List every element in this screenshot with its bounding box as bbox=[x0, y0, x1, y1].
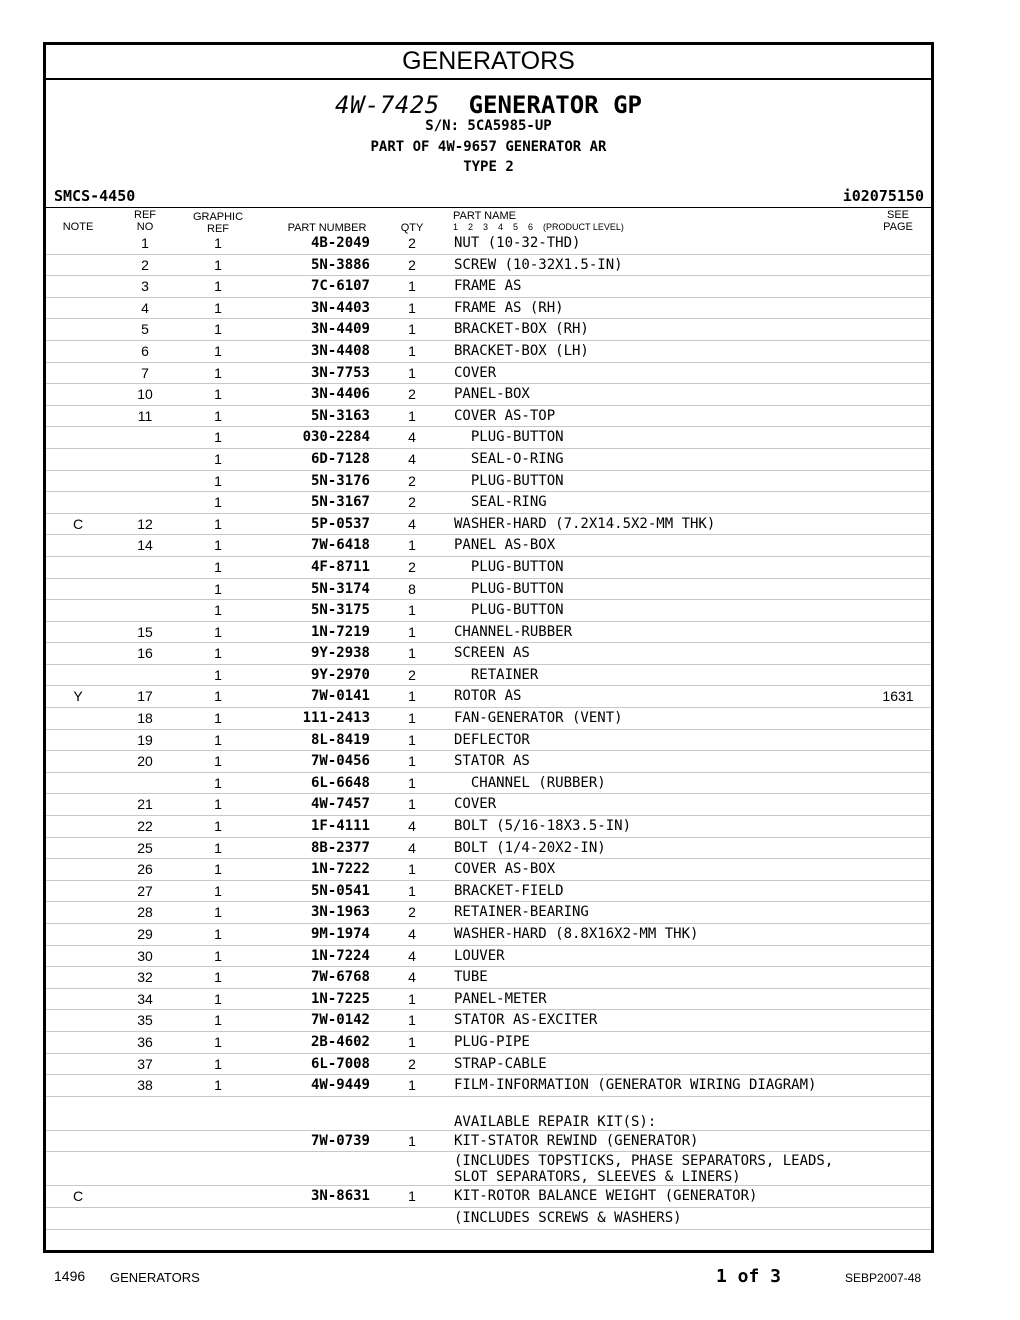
part-number-cell: 5N-3163 bbox=[310, 407, 370, 424]
qty-cell: 1 bbox=[408, 299, 416, 316]
table-row bbox=[46, 427, 931, 449]
part-name-cell: PLUG-BUTTON bbox=[454, 580, 564, 597]
graphic-ref-cell: 1 bbox=[214, 580, 222, 597]
part-number-cell: 5N-3174 bbox=[310, 580, 370, 597]
col-graphic-ref bbox=[186, 211, 250, 235]
ref-no-cell: 6 bbox=[141, 342, 149, 359]
part-number-cell: 1N-7222 bbox=[310, 861, 370, 878]
part-name-cell: SEAL-RING bbox=[454, 494, 547, 511]
graphic-ref-cell: 1 bbox=[214, 666, 222, 683]
graphic-ref-cell: 1 bbox=[214, 515, 222, 532]
graphic-ref-cell: 1 bbox=[214, 1077, 222, 1094]
graphic-ref-cell: 1 bbox=[214, 882, 222, 899]
table-row bbox=[46, 686, 931, 708]
qty-cell: 4 bbox=[408, 926, 416, 942]
table-row bbox=[46, 449, 931, 471]
table-row bbox=[46, 1010, 931, 1032]
qty-cell: 4 bbox=[408, 839, 416, 856]
page-frame bbox=[43, 42, 934, 1253]
assembly-name: GENERATOR GP bbox=[468, 91, 642, 119]
table-row bbox=[46, 255, 931, 277]
part-number-cell: 4F-8711 bbox=[310, 558, 370, 575]
ref-no-cell: 15 bbox=[137, 623, 153, 640]
part-number-cell: 1N-7224 bbox=[310, 947, 370, 964]
graphic-ref-cell: 1 bbox=[214, 558, 222, 575]
part-name-cell: (INCLUDES TOPSTICKS, PHASE SEPARATORS, LEADS, SLOT SEPARATORS, SLEEVES & LINERS) bbox=[454, 1153, 834, 1186]
qty-cell: 1 bbox=[408, 796, 416, 813]
part-number-cell: 5N-3176 bbox=[310, 472, 370, 489]
part-name-cell: COVER AS-TOP bbox=[454, 407, 556, 424]
table-row bbox=[46, 622, 931, 644]
qty-cell: 1 bbox=[408, 753, 416, 770]
col-note: NOTE bbox=[62, 221, 94, 233]
part-name-cell: FILM-INFORMATION (GENERATOR WIRING DIAGRAM) bbox=[454, 1077, 817, 1094]
qty-cell: 4 bbox=[408, 429, 416, 446]
table-row bbox=[46, 751, 931, 773]
part-number-cell: 3N-7753 bbox=[310, 364, 370, 381]
graphic-ref-cell: 1 bbox=[214, 1055, 222, 1072]
part-name-cell: CHANNEL (RUBBER) bbox=[454, 774, 606, 791]
ref-no-cell: 5 bbox=[141, 321, 149, 338]
part-name-cell: (INCLUDES SCREWS & WASHERS) bbox=[454, 1209, 682, 1226]
table-row bbox=[46, 1131, 931, 1153]
part-number-cell: 7W-0141 bbox=[310, 688, 370, 705]
part-name-cell: LOUVER bbox=[454, 947, 505, 964]
table-row bbox=[46, 902, 931, 924]
table-row bbox=[46, 1097, 931, 1131]
part-name-cell: SCREEN AS bbox=[454, 645, 530, 662]
table-row bbox=[46, 816, 931, 838]
part-number-cell: 3N-4403 bbox=[310, 299, 370, 316]
part-number-cell: 3N-1963 bbox=[310, 904, 370, 921]
part-name-cell: SEAL-O-RING bbox=[454, 450, 564, 467]
graphic-ref-cell: 1 bbox=[214, 990, 222, 1007]
ref-no-cell: 7 bbox=[141, 364, 149, 381]
table-row bbox=[46, 924, 931, 946]
part-name-cell: COVER AS-BOX bbox=[454, 861, 556, 878]
part-number-cell: 3N-8631 bbox=[310, 1188, 370, 1205]
ref-no-cell: 18 bbox=[137, 710, 153, 727]
part-number-cell: 8L-8419 bbox=[310, 731, 370, 748]
table-row bbox=[46, 859, 931, 881]
qty-cell: 2 bbox=[408, 472, 416, 489]
qty-cell: 1 bbox=[408, 407, 416, 424]
graphic-ref-cell: 1 bbox=[214, 235, 222, 251]
part-name-cell: SCREW (10-32X1.5-IN) bbox=[454, 256, 623, 273]
part-name-cell: FAN-GENERATOR (VENT) bbox=[454, 710, 623, 727]
graphic-ref-cell: 1 bbox=[214, 839, 222, 856]
qty-cell: 1 bbox=[408, 1132, 416, 1149]
col-see-page-line1: SEE bbox=[886, 209, 909, 221]
ref-no-cell: 28 bbox=[137, 904, 153, 921]
qty-cell: 1 bbox=[408, 861, 416, 878]
part-name-cell: PANEL AS-BOX bbox=[454, 537, 556, 554]
ref-no-cell: 30 bbox=[137, 947, 153, 964]
part-name-cell: WASHER-HARD (8.8X16X2-MM THK) bbox=[454, 926, 699, 942]
graphic-ref-cell: 1 bbox=[214, 1012, 222, 1029]
part-name-cell: BRACKET-BOX (LH) bbox=[454, 342, 589, 359]
part-number-cell: 4B-2049 bbox=[310, 235, 370, 251]
qty-cell: 4 bbox=[408, 969, 416, 986]
graphic-ref-cell: 1 bbox=[214, 342, 222, 359]
ref-no-cell: 1 bbox=[141, 235, 149, 251]
qty-cell: 2 bbox=[408, 1055, 416, 1072]
qty-cell: 1 bbox=[408, 364, 416, 381]
qty-cell: 1 bbox=[408, 688, 416, 705]
part-number-cell: 2B-4602 bbox=[310, 1033, 370, 1050]
ref-no-cell: 27 bbox=[137, 882, 153, 899]
col-part-number: PART NUMBER bbox=[287, 222, 367, 234]
graphic-ref-cell: 1 bbox=[214, 494, 222, 511]
ref-no-cell: 14 bbox=[137, 537, 153, 554]
part-number-cell: 7C-6107 bbox=[310, 278, 370, 295]
qty-cell: 1 bbox=[408, 321, 416, 338]
graphic-ref-cell: 1 bbox=[214, 386, 222, 403]
note-cell: C bbox=[72, 515, 84, 532]
col-ref-no-line1: REF bbox=[134, 209, 156, 221]
part-number-cell: 9Y-2970 bbox=[310, 666, 370, 683]
ref-no-cell: 25 bbox=[137, 839, 153, 856]
serial-range: S/N: 5CA5985-UP bbox=[425, 118, 552, 134]
part-number-cell: 7W-0739 bbox=[310, 1132, 370, 1149]
table-row bbox=[46, 1186, 931, 1208]
page-footer bbox=[0, 1262, 1020, 1292]
graphic-ref-cell: 1 bbox=[214, 278, 222, 295]
part-number-cell: 1N-7219 bbox=[310, 623, 370, 640]
part-number-cell: 5N-0541 bbox=[310, 882, 370, 899]
graphic-ref-cell: 1 bbox=[214, 645, 222, 662]
graphic-ref-cell: 1 bbox=[214, 774, 222, 791]
table-row bbox=[46, 794, 931, 816]
table-row bbox=[46, 298, 931, 320]
qty-cell: 8 bbox=[408, 580, 416, 597]
col-see-page bbox=[874, 209, 922, 233]
part-of-line: PART OF 4W-9657 GENERATOR AR bbox=[370, 139, 607, 155]
part-name-cell: STATOR AS-EXCITER bbox=[454, 1012, 598, 1029]
ref-no-cell: 12 bbox=[137, 515, 153, 532]
graphic-ref-cell: 1 bbox=[214, 472, 222, 489]
table-row bbox=[46, 406, 931, 428]
part-name-cell: ROTOR AS bbox=[454, 688, 522, 705]
part-name-cell: TUBE bbox=[454, 969, 488, 986]
illustration-ref: i02075150 bbox=[842, 187, 924, 205]
part-number-cell: 4W-9449 bbox=[310, 1077, 370, 1094]
part-name-cell: KIT-ROTOR BALANCE WEIGHT (GENERATOR) bbox=[454, 1188, 758, 1205]
parts-table bbox=[46, 233, 931, 1230]
ref-no-cell: 36 bbox=[137, 1033, 153, 1050]
graphic-ref-cell: 1 bbox=[214, 407, 222, 424]
ref-no-cell: 19 bbox=[137, 731, 153, 748]
part-name-cell: COVER bbox=[454, 364, 497, 381]
table-row bbox=[46, 1208, 931, 1230]
graphic-ref-cell: 1 bbox=[214, 623, 222, 640]
part-name-cell: BRACKET-BOX (RH) bbox=[454, 321, 589, 338]
type-line: TYPE 2 bbox=[463, 159, 514, 175]
part-number-cell: 4W-7457 bbox=[310, 796, 370, 813]
part-number-cell: 9M-1974 bbox=[310, 926, 370, 942]
table-row bbox=[46, 1054, 931, 1076]
ref-no-cell: 10 bbox=[137, 386, 153, 403]
table-row bbox=[46, 946, 931, 968]
graphic-ref-cell: 1 bbox=[214, 299, 222, 316]
table-row bbox=[46, 233, 931, 255]
table-row bbox=[46, 471, 931, 493]
part-name-cell: PLUG-BUTTON bbox=[454, 558, 564, 575]
graphic-ref-cell: 1 bbox=[214, 321, 222, 338]
qty-cell: 4 bbox=[408, 515, 416, 532]
see-page-cell: 1631 bbox=[882, 688, 914, 705]
table-row bbox=[46, 514, 931, 536]
graphic-ref-cell: 1 bbox=[214, 861, 222, 878]
part-name-cell: PLUG-PIPE bbox=[454, 1033, 530, 1050]
col-product-level: 1 2 3 4 5 6 (PRODUCT LEVEL) bbox=[453, 222, 624, 232]
footer-page-of: 1 of 3 bbox=[716, 1266, 782, 1287]
table-row bbox=[46, 1152, 931, 1186]
table-row bbox=[46, 319, 931, 341]
qty-cell: 2 bbox=[408, 386, 416, 403]
table-row bbox=[46, 989, 931, 1011]
table-row bbox=[46, 643, 931, 665]
part-number-cell: 5N-3175 bbox=[310, 602, 370, 619]
qty-cell: 1 bbox=[408, 990, 416, 1007]
part-name-cell: RETAINER bbox=[454, 666, 539, 683]
col-part-name: PART NAME bbox=[453, 210, 516, 222]
col-see-page-line2: PAGE bbox=[883, 221, 913, 233]
qty-cell: 1 bbox=[408, 774, 416, 791]
qty-cell: 1 bbox=[408, 278, 416, 295]
graphic-ref-cell: 1 bbox=[214, 904, 222, 921]
qty-cell: 1 bbox=[408, 731, 416, 748]
part-number-cell: 9Y-2938 bbox=[310, 645, 370, 662]
part-number-cell: 111-2413 bbox=[302, 710, 370, 727]
ref-no-cell: 20 bbox=[137, 753, 153, 770]
table-row bbox=[46, 557, 931, 579]
part-name-cell: PLUG-BUTTON bbox=[454, 472, 564, 489]
graphic-ref-cell: 1 bbox=[214, 710, 222, 727]
table-row bbox=[46, 492, 931, 514]
qty-cell: 2 bbox=[408, 666, 416, 683]
graphic-ref-cell: 1 bbox=[214, 753, 222, 770]
graphic-ref-cell: 1 bbox=[214, 1033, 222, 1050]
qty-cell: 1 bbox=[408, 623, 416, 640]
part-number-cell: 3N-4409 bbox=[310, 321, 370, 338]
qty-cell: 4 bbox=[408, 450, 416, 467]
qty-cell: 2 bbox=[408, 904, 416, 921]
part-name-cell: AVAILABLE REPAIR KIT(S): bbox=[454, 1113, 657, 1130]
ref-no-cell: 26 bbox=[137, 861, 153, 878]
part-number-cell: 5N-3886 bbox=[310, 256, 370, 273]
qty-cell: 1 bbox=[408, 1188, 416, 1205]
graphic-ref-cell: 1 bbox=[214, 926, 222, 942]
page-title bbox=[46, 91, 931, 119]
graphic-ref-cell: 1 bbox=[214, 731, 222, 748]
graphic-ref-cell: 1 bbox=[214, 688, 222, 705]
part-name-cell: FRAME AS (RH) bbox=[454, 299, 564, 316]
table-row bbox=[46, 967, 931, 989]
header-divider bbox=[46, 207, 931, 208]
qty-cell: 1 bbox=[408, 342, 416, 359]
qty-cell: 2 bbox=[408, 256, 416, 273]
part-name-cell: STRAP-CABLE bbox=[454, 1055, 547, 1072]
col-ref-no bbox=[124, 209, 166, 233]
ref-no-cell: 35 bbox=[137, 1012, 153, 1029]
ref-no-cell: 4 bbox=[141, 299, 149, 316]
table-row bbox=[46, 773, 931, 795]
part-name-cell: FRAME AS bbox=[454, 278, 522, 295]
graphic-ref-cell: 1 bbox=[214, 602, 222, 619]
table-row bbox=[46, 579, 931, 601]
part-number-cell: 1N-7225 bbox=[310, 990, 370, 1007]
table-row bbox=[46, 1075, 931, 1097]
qty-cell: 1 bbox=[408, 882, 416, 899]
part-name-cell: STATOR AS bbox=[454, 753, 530, 770]
table-row bbox=[46, 600, 931, 622]
graphic-ref-cell: 1 bbox=[214, 537, 222, 554]
part-name-cell: BOLT (5/16-18X3.5-IN) bbox=[454, 818, 632, 835]
col-qty: QTY bbox=[400, 222, 424, 234]
col-ref-no-line2: NO bbox=[136, 221, 154, 233]
table-row bbox=[46, 384, 931, 406]
part-name-cell: PLUG-BUTTON bbox=[454, 429, 564, 446]
graphic-ref-cell: 1 bbox=[214, 256, 222, 273]
part-name-cell: CHANNEL-RUBBER bbox=[454, 623, 573, 640]
part-number-cell: 030-2284 bbox=[302, 429, 370, 446]
part-name-cell: PANEL-METER bbox=[454, 990, 547, 1007]
graphic-ref-cell: 1 bbox=[214, 818, 222, 835]
col-graphic-ref-line2: REF bbox=[207, 223, 229, 235]
part-name-cell: BRACKET-FIELD bbox=[454, 882, 564, 899]
qty-cell: 1 bbox=[408, 710, 416, 727]
part-name-cell: WASHER-HARD (7.2X14.5X2-MM THK) bbox=[454, 515, 716, 532]
qty-cell: 1 bbox=[408, 645, 416, 662]
footer-doc-id: SEBP2007-48 bbox=[845, 1271, 922, 1285]
part-number-cell: 7W-0456 bbox=[310, 753, 370, 770]
table-row bbox=[46, 665, 931, 687]
ref-no-cell: 16 bbox=[137, 645, 153, 662]
qty-cell: 1 bbox=[408, 1033, 416, 1050]
qty-cell: 4 bbox=[408, 947, 416, 964]
graphic-ref-cell: 1 bbox=[214, 450, 222, 467]
part-name-cell: BOLT (1/4-20X2-IN) bbox=[454, 839, 606, 856]
part-number-cell: 3N-4406 bbox=[310, 386, 370, 403]
qty-cell: 1 bbox=[408, 1077, 416, 1094]
ref-no-cell: 11 bbox=[137, 407, 153, 424]
part-number-cell: 7W-0142 bbox=[310, 1012, 370, 1029]
part-number-cell: 3N-4408 bbox=[310, 342, 370, 359]
qty-cell: 1 bbox=[408, 1012, 416, 1029]
part-number-cell: 7W-6768 bbox=[310, 969, 370, 986]
table-row bbox=[46, 535, 931, 557]
part-number-cell: 1F-4111 bbox=[310, 818, 370, 835]
part-number-cell: 6L-7008 bbox=[310, 1055, 370, 1072]
assembly-part-number: 4W-7425 bbox=[335, 91, 440, 119]
graphic-ref-cell: 1 bbox=[214, 796, 222, 813]
ref-no-cell: 2 bbox=[141, 256, 149, 273]
footer-section: GENERATORS bbox=[110, 1270, 200, 1285]
footer-page-number: 1496 bbox=[54, 1268, 86, 1284]
ref-no-cell: 22 bbox=[137, 818, 153, 835]
ref-no-cell: 3 bbox=[141, 278, 149, 295]
graphic-ref-cell: 1 bbox=[214, 947, 222, 964]
note-cell: C bbox=[72, 1188, 84, 1205]
part-name-cell: PANEL-BOX bbox=[454, 386, 530, 403]
table-row bbox=[46, 838, 931, 860]
ref-no-cell: 17 bbox=[137, 688, 153, 705]
table-row bbox=[46, 341, 931, 363]
graphic-ref-cell: 1 bbox=[214, 969, 222, 986]
part-number-cell: 5N-3167 bbox=[310, 494, 370, 511]
table-row bbox=[46, 363, 931, 385]
section-title: GENERATORS bbox=[46, 45, 931, 80]
qty-cell: 4 bbox=[408, 818, 416, 835]
ref-no-cell: 29 bbox=[137, 926, 153, 942]
table-row bbox=[46, 730, 931, 752]
table-row bbox=[46, 708, 931, 730]
part-number-cell: 7W-6418 bbox=[310, 537, 370, 554]
part-number-cell: 8B-2377 bbox=[310, 839, 370, 856]
ref-no-cell: 34 bbox=[137, 990, 153, 1007]
qty-cell: 2 bbox=[408, 558, 416, 575]
ref-no-cell: 38 bbox=[137, 1077, 153, 1094]
ref-no-cell: 37 bbox=[137, 1055, 153, 1072]
ref-no-cell: 32 bbox=[137, 969, 153, 986]
qty-cell: 1 bbox=[408, 537, 416, 554]
part-name-cell: DEFLECTOR bbox=[454, 731, 530, 748]
smcs-code: SMCS-4450 bbox=[54, 187, 136, 205]
part-name-cell: KIT-STATOR REWIND (GENERATOR) bbox=[454, 1132, 699, 1149]
note-cell: Y bbox=[73, 688, 83, 705]
qty-cell: 2 bbox=[408, 494, 416, 511]
graphic-ref-cell: 1 bbox=[214, 429, 222, 446]
ref-no-cell: 21 bbox=[137, 796, 153, 813]
part-number-cell: 6L-6648 bbox=[310, 774, 370, 791]
table-row bbox=[46, 276, 931, 298]
col-graphic-ref-line1: GRAPHIC bbox=[192, 211, 244, 223]
qty-cell: 2 bbox=[408, 235, 416, 251]
part-name-cell: RETAINER-BEARING bbox=[454, 904, 589, 921]
part-number-cell: 5P-0537 bbox=[310, 515, 370, 532]
part-number-cell: 6D-7128 bbox=[310, 450, 370, 467]
table-row bbox=[46, 881, 931, 903]
part-name-cell: PLUG-BUTTON bbox=[454, 602, 564, 619]
part-name-cell: COVER bbox=[454, 796, 497, 813]
graphic-ref-cell: 1 bbox=[214, 364, 222, 381]
part-name-cell: NUT (10-32-THD) bbox=[454, 235, 581, 251]
table-row bbox=[46, 1032, 931, 1054]
qty-cell: 1 bbox=[408, 602, 416, 619]
